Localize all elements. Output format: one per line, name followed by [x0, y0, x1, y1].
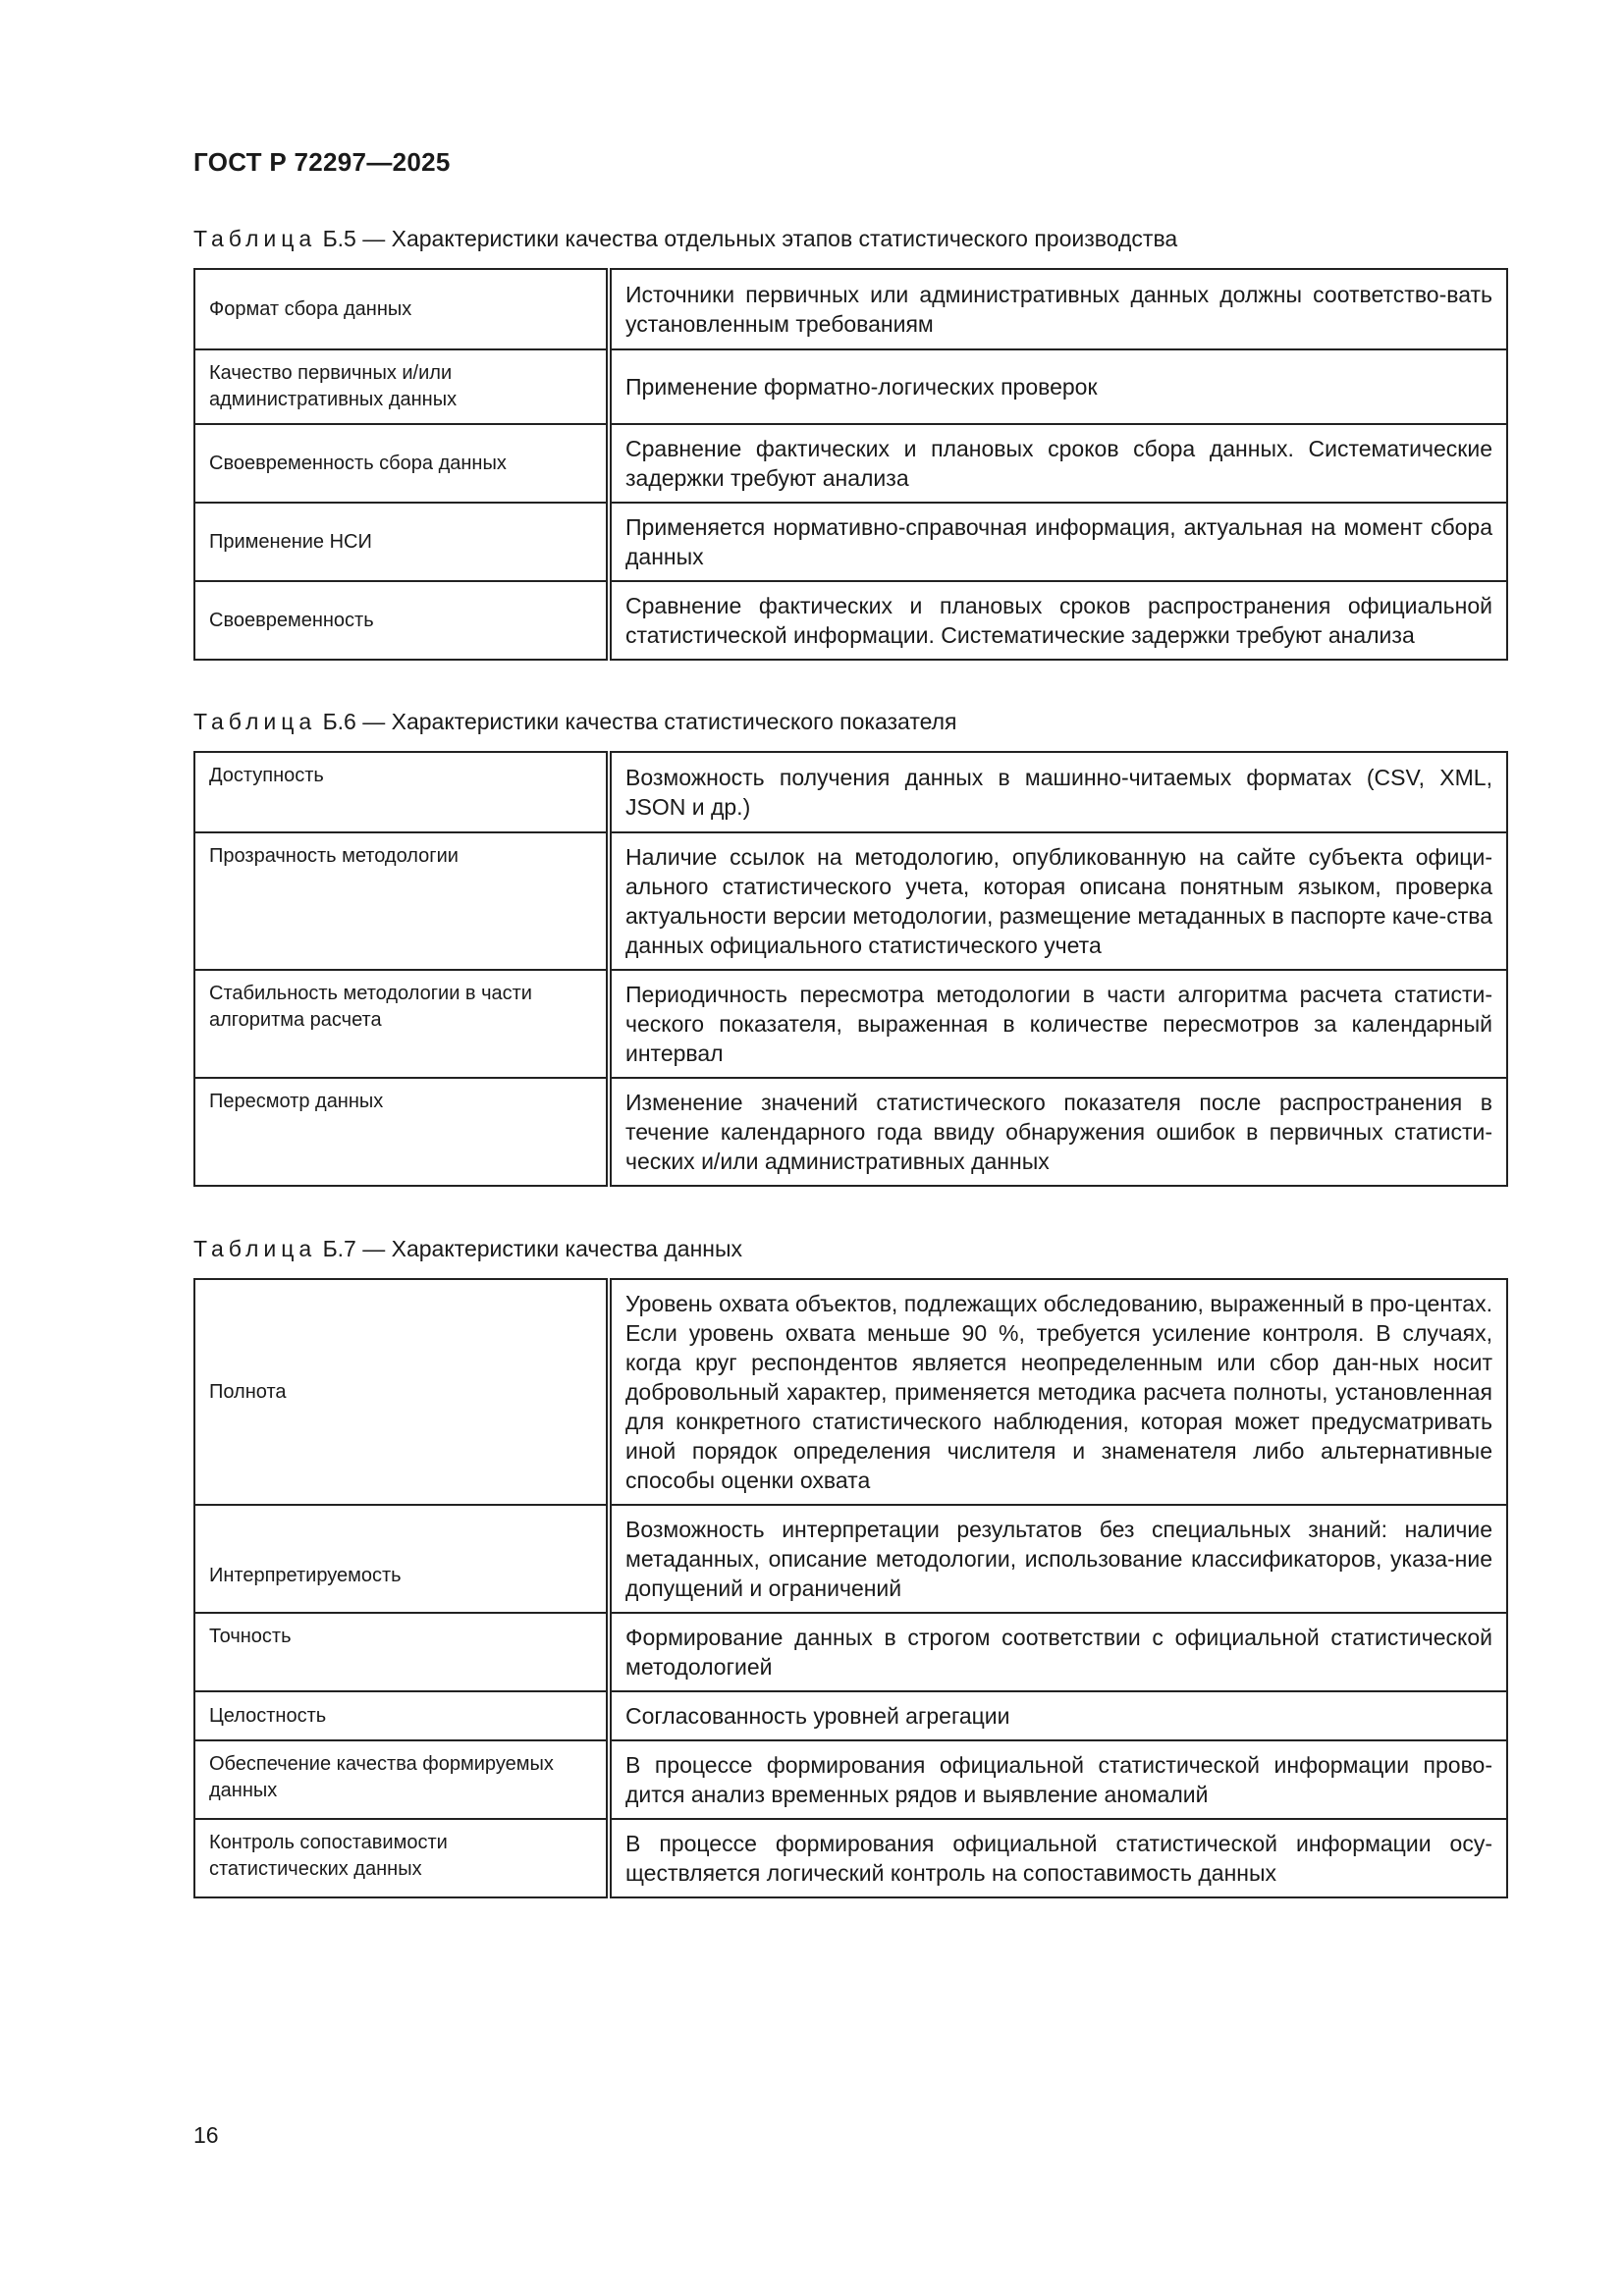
table-caption-text: Б.7 — Характеристики качества данных	[322, 1236, 743, 1261]
row-text: В процессе формирования официальной статистической информации прово-дится анализ временных рядов и выявление аномалий	[609, 1740, 1507, 1819]
table-b7-caption	[193, 1236, 742, 1262]
page-number: 16	[193, 2122, 219, 2148]
table-row	[194, 424, 1507, 503]
row-label: Обеспечение качества формируемых данных	[194, 1740, 609, 1819]
row-label: Своевременность	[194, 581, 609, 660]
row-text: Изменение значений статистического показателя после распространения в течение календарного года ввиду обнаружения ошибок в первичных статисти-ческих и/или административных данных	[609, 1078, 1507, 1186]
row-label: Своевременность сбора данных	[194, 424, 609, 503]
row-label: Применение НСИ	[194, 503, 609, 581]
row-label: Доступность	[194, 752, 609, 832]
table-row	[194, 1279, 1507, 1505]
table-row	[194, 970, 1507, 1078]
table-row	[194, 1613, 1507, 1691]
table-row	[194, 581, 1507, 660]
row-label: Прозрачность методологии	[194, 832, 609, 970]
row-text: Периодичность пересмотра методологии в части алгоритма расчета статисти-ческого показателя, выраженная в количестве пересмотров за календарный интервал	[609, 970, 1507, 1078]
document-header: ГОСТ Р 72297—2025	[193, 147, 451, 177]
row-text: Источники первичных или административных данных должны соответство-вать установленным требованиям	[609, 269, 1507, 349]
table-row	[194, 1819, 1507, 1897]
table-row	[194, 269, 1507, 349]
table-row	[194, 832, 1507, 970]
table-b6-caption	[193, 709, 957, 735]
table-b6	[193, 751, 1508, 1187]
row-text: Формирование данных в строгом соответствии с официальной статистической методологией	[609, 1613, 1507, 1691]
table-b7	[193, 1278, 1508, 1898]
row-text: Уровень охвата объектов, подлежащих обследованию, выраженный в про-центах. Если уровень охвата меньше 90 %, требуется усиление контроля. В случаях, когда круг респондентов является неопределенным или сбор дан-ных носит добровольный характер, применяется методика расчета полноты, установленная для конкретного статистического наблюдения, которая может предусматривать иной порядок определения числителя и знаменателя либо альтернативные способы оценки охвата	[609, 1279, 1507, 1505]
table-row	[194, 1691, 1507, 1740]
row-text: В процессе формирования официальной статистической информации осу-ществляется логический контроль на сопоставимость данных	[609, 1819, 1507, 1897]
row-label: Точность	[194, 1613, 609, 1691]
row-label: Полнота	[194, 1279, 609, 1505]
row-text: Сравнение фактических и плановых сроков распространения официальной статистической информации. Систематические задержки требуют анализа	[609, 581, 1507, 660]
row-text: Согласованность уровней агрегации	[609, 1691, 1507, 1740]
table-b5	[193, 268, 1508, 661]
row-text: Сравнение фактических и плановых сроков сбора данных. Систематические задержки требуют анализа	[609, 424, 1507, 503]
table-row	[194, 752, 1507, 832]
row-label: Интерпретируемость	[194, 1505, 609, 1613]
row-label: Качество первичных и/или административных данных	[194, 349, 609, 424]
table-row	[194, 1740, 1507, 1819]
row-text: Применяется нормативно-справочная информация, актуальная на момент сбора данных	[609, 503, 1507, 581]
table-row	[194, 503, 1507, 581]
table-row	[194, 1505, 1507, 1613]
table-caption-word: Таблица	[193, 1236, 317, 1261]
table-b5-caption	[193, 226, 1177, 252]
table-caption-word: Таблица	[193, 226, 317, 251]
row-text: Возможность получения данных в машинно-читаемых форматах (CSV, XML, JSON и др.)	[609, 752, 1507, 832]
table-row	[194, 1078, 1507, 1186]
row-text: Применение форматно-логических проверок	[609, 349, 1507, 424]
row-text: Возможность интерпретации результатов без специальных знаний: наличие метаданных, описание методологии, использование классификаторов, указа-ние допущений и ограничений	[609, 1505, 1507, 1613]
table-caption-text: Б.5 — Характеристики качества отдельных этапов статистического производства	[322, 226, 1178, 251]
row-label: Пересмотр данных	[194, 1078, 609, 1186]
table-row	[194, 349, 1507, 424]
row-label: Целостность	[194, 1691, 609, 1740]
table-caption-word: Таблица	[193, 709, 317, 734]
row-label: Контроль сопоставимости статистических данных	[194, 1819, 609, 1897]
row-text: Наличие ссылок на методологию, опубликованную на сайте субъекта офици-ального статистического учета, которая описана понятным языком, проверка актуальности версии методологии, размещение метаданных в паспорте каче-ства данных официального статистического учета	[609, 832, 1507, 970]
row-label: Стабильность методологии в части алгоритма расчета	[194, 970, 609, 1078]
table-caption-text: Б.6 — Характеристики качества статистического показателя	[322, 709, 957, 734]
row-label: Формат сбора данных	[194, 269, 609, 349]
